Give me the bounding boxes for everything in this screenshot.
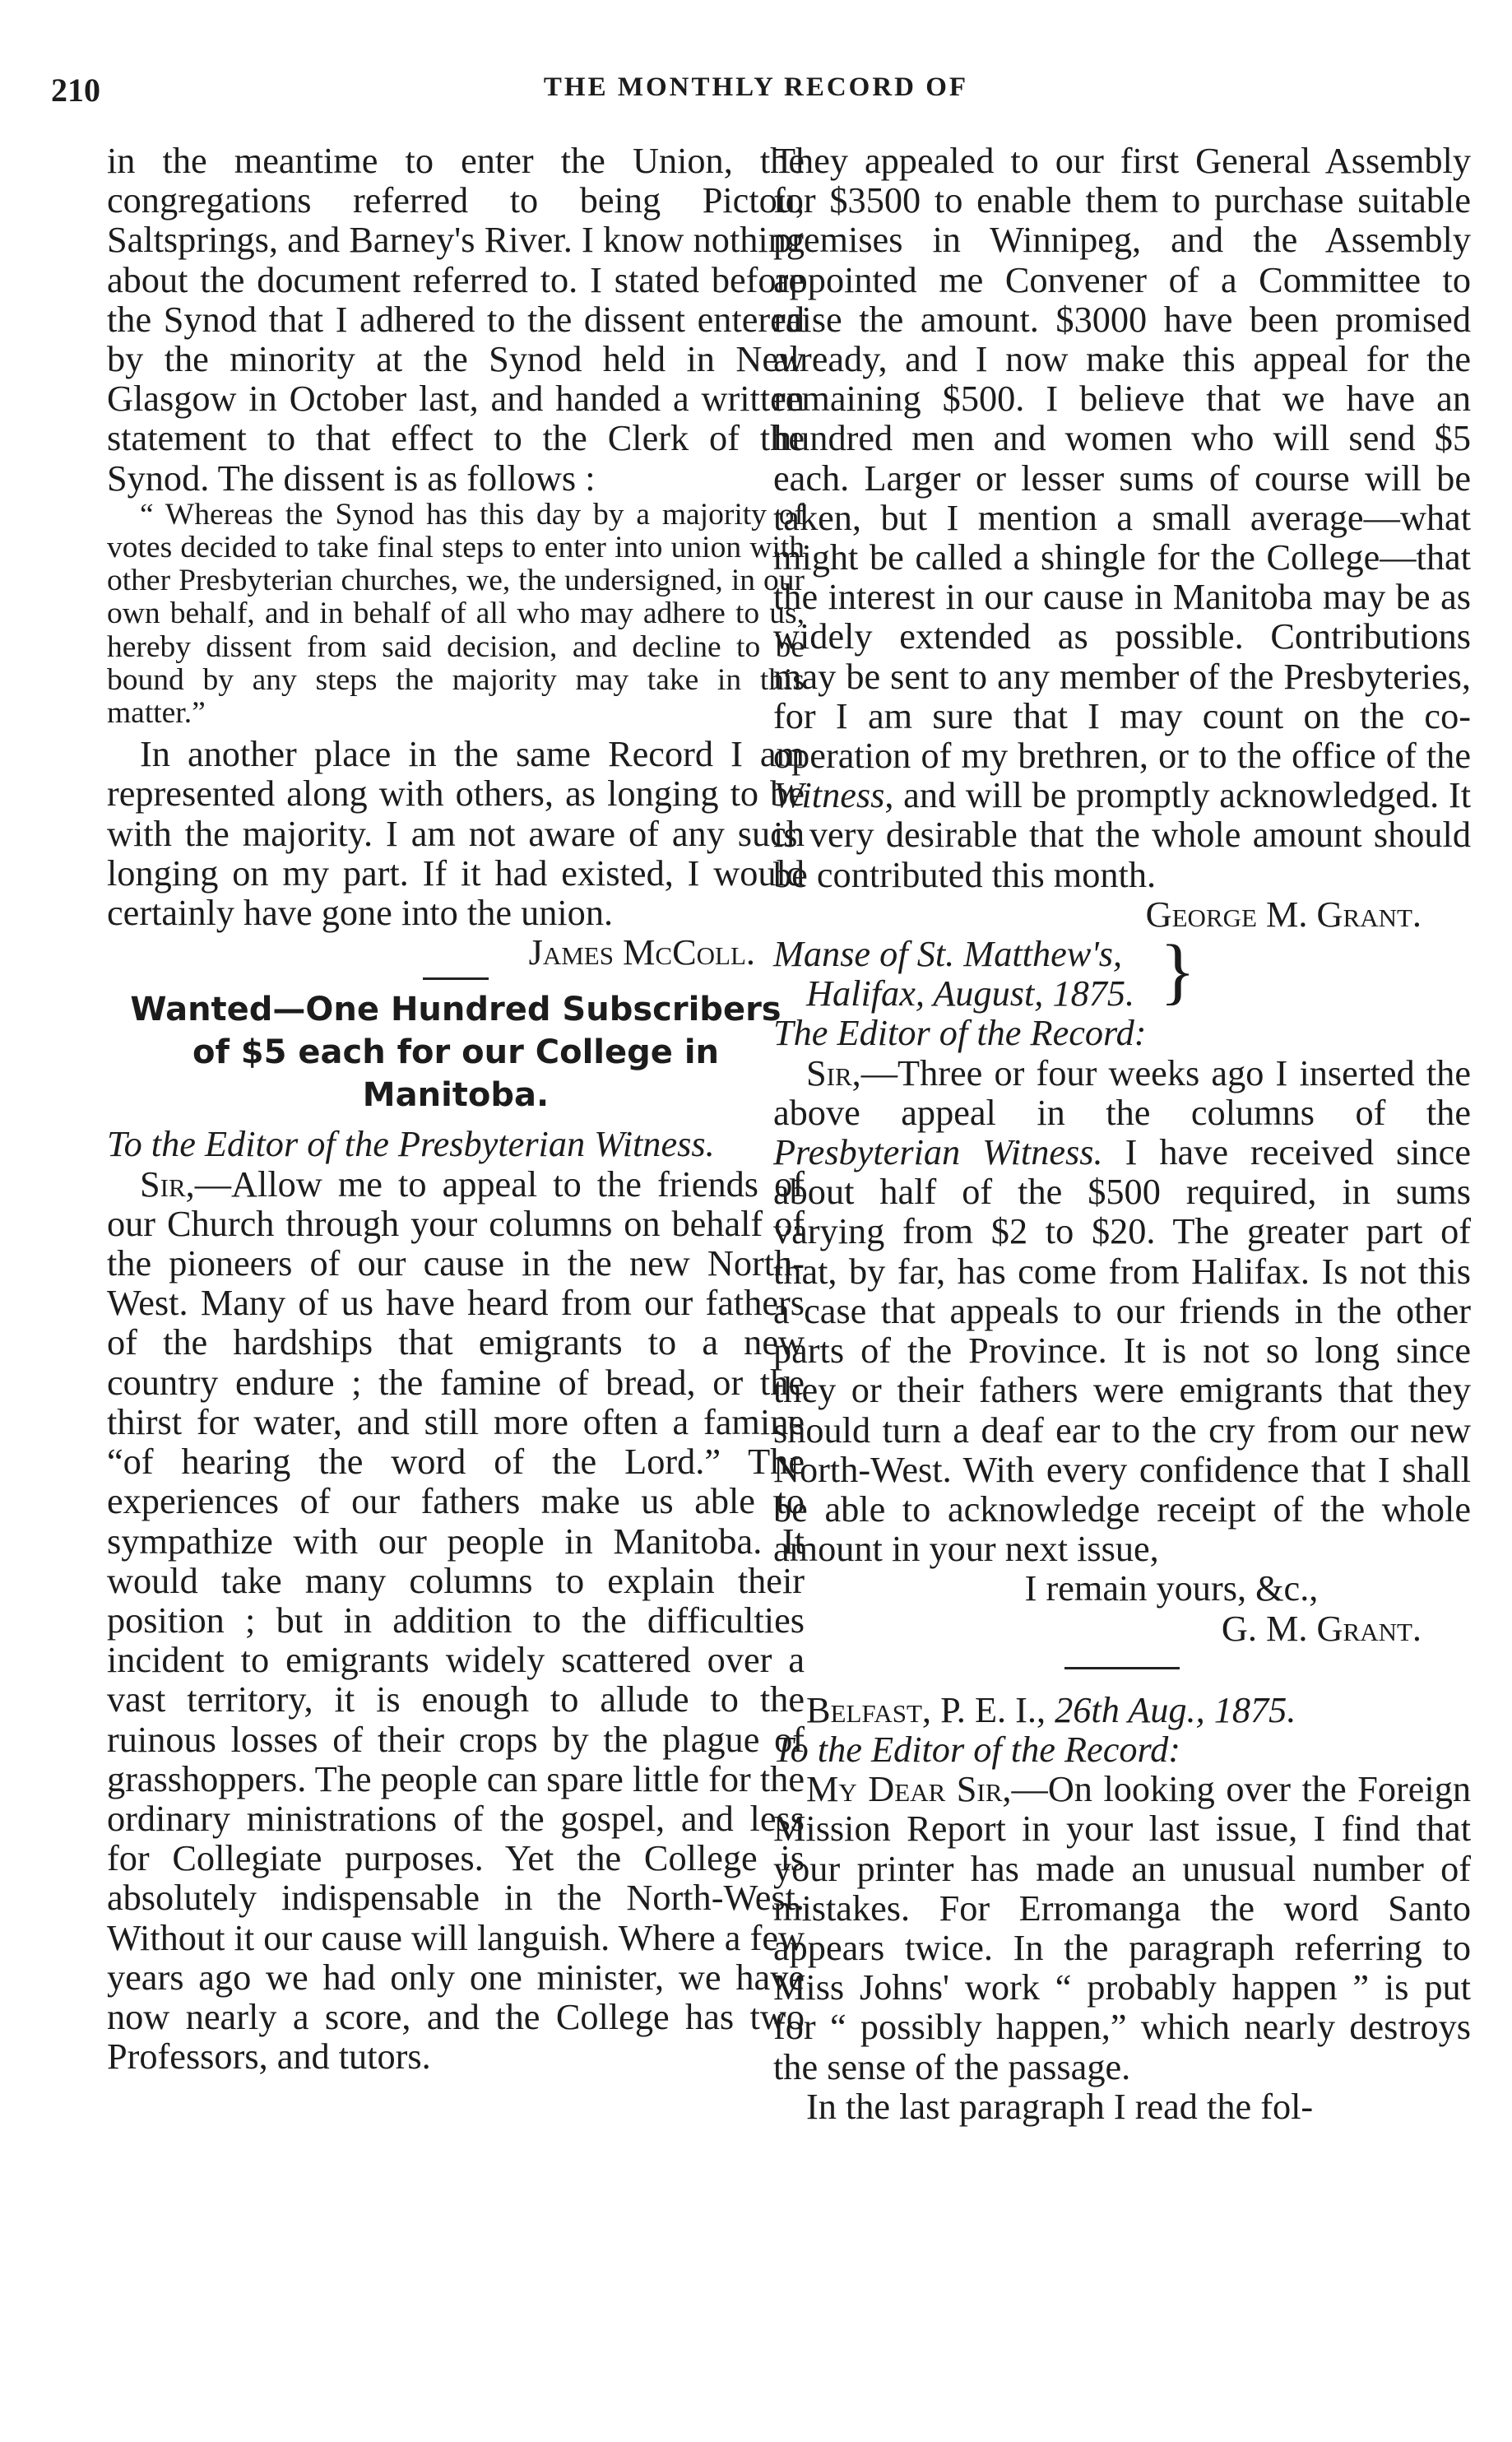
left-column [107, 142, 805, 2077]
letter3-text: —On looking over the Foreign Mission Report in your last issue, I find that your printer has made an unusual number of mistakes. For Erromanga the word Santo appears twice. In the paragraph referring to Miss Johns' work “ probably happen ” is put for “ possibly happen,” which nearly destroys the sense of the passage. [773, 1769, 1472, 2087]
letter2-italic: Presbyterian Witness. [773, 1132, 1103, 1173]
divider [423, 977, 489, 980]
dateline [773, 1691, 1471, 1730]
right-paragraph-1 [773, 142, 1471, 895]
divider-2 [1064, 1667, 1180, 1669]
right-column [773, 142, 1471, 2127]
page-header [51, 71, 1461, 117]
dissent-quote: “ Whereas the Synod has this day by a majority of votes decided to take final steps to enter into union with other Presbyterian churches, we, the undersigned, in our own behalf, and in behalf of all who may adhere to us, hereby dissent from said decision, and decline to be bound by any steps the majority may take in this matter.” [107, 497, 805, 731]
editor-address: To the Editor of the Presbyterian Witness. [107, 1124, 715, 1165]
place-block [773, 931, 1471, 1014]
salutation-2: Sir, [806, 1052, 861, 1093]
left-paragraph-1: in the meantime to enter the Union, the congregations referred to being Pictou, Saltsprings, and Barney's River. I know nothing about the document referred to. I stated before the Synod that I adhered to the dissent entered by the minority at the Synod held in New Glasgow in October last, and handed a written statement to that effect to the Clerk of the Synod. The dissent is as follows : [107, 141, 805, 499]
signature-grant-1: George M. Grant. [1145, 894, 1422, 935]
letter-body-3 [773, 1770, 1471, 2087]
record-editor-address-2: To the Editor of the Record: [773, 1729, 1181, 1770]
place-line-1: Manse of St. Matthew's, [773, 934, 1123, 975]
page-number: 210 [51, 72, 100, 109]
letter-text: —Allow me to appeal to the friends of our Church through your columns on behalf of the pioneers of our cause in the new North-West. Many of us have heard from our fathers of the hardships that emigrants to a new country endure ; the famine of bread, or the thirst for water, and still more often a famine “of hearing the word of the Lord.” The experiences of our fathers make us able to sympathize with our people in Manitoba. It would take many columns to explain their position ; but in addition to the difficulties incident to emigrants widely scattered over a vast territory, it is enough to allude to the ruinous losses of their crops by the plague of grasshoppers. The people can spare little for the ordinary ministrations of the gospel, and less for Collegiate purposes. Yet the College is absolutely indispensable in the North-West. Without it our cause will languish. Where a few years ago we had only one minister, we have now nearly a score, and the College has two Professors, and tutors. [107, 1163, 805, 2078]
appeal-text: They appealed to our first General Assembly for $3500 to enable them to purchase suitable premises in Winnipeg, and the Assembly appointed me Convener of a Committee to raise the amount. $3000 have been promised already, and I now make this appeal for the remaining $500. I believe that we have an hundred men and women who will send $5 each. Larger or lesser sums of course will be taken, but I mention a small average—what might be called a shingle for the College—that the interest in our cause in Manitoba may be as widely extended as possible. Contributions may be sent to any member of the Presbyteries, for I am sure that I may count on the co-operation of my brethren, or to the office of the [773, 141, 1471, 777]
dateline-place: Belfast, P. E. I., [806, 1689, 1055, 1730]
letter2-text-a: —Three or four weeks ago I inserted the above appeal in the columns of the [773, 1052, 1471, 1133]
signature-grant-2: G. M. Grant. [1221, 1608, 1422, 1649]
letter2-text-b: I have received since about half of the $500 required, in sums varying from $2 to $20. The greater part of that, by far, has come from Halifax. Is not this a case that appeals to our friends in the other parts of the Province. It is not so long since they or their fathers were emigrants that they should turn a deaf ear to the cry from our new North-West. With every confidence that I shall be able to acknowledge receipt of the whole amount in your next issue, [773, 1132, 1471, 1570]
brace-glyph: } [1160, 931, 1196, 1013]
left-paragraph-2: In another place in the same Record I am represented along with others, as longing to be with the majority. I am not aware of any such longing on my part. If it had existed, I would certainly have gone into the union. [107, 734, 805, 934]
letter3-continued: In the last paragraph I read the fol- [806, 2086, 1314, 2127]
salutation: Sir, [140, 1163, 195, 1205]
dateline-date: 26th Aug., 1875. [1055, 1689, 1296, 1730]
witness-italic: Witness [773, 775, 885, 816]
letter-body-1 [107, 1165, 805, 2078]
running-head: THE MONTHLY RECORD OF [543, 72, 969, 102]
closing-line: I remain yours, &c., [1024, 1568, 1319, 1609]
appeal-text-end: , and will be promptly acknowledged. It is very desirable that the whole amount should be contributed this month. [773, 775, 1471, 895]
record-editor-address: The Editor of the Record: [773, 1013, 1147, 1054]
signature-mccoll: James McColl. [528, 932, 755, 973]
salutation-3: My Dear Sir, [806, 1769, 1012, 1810]
article-heading: Wanted—One Hundred Subscribers of $5 each for our College in Manitoba. [130, 991, 782, 1115]
place-line-2: Halifax, August, 1875. [806, 973, 1135, 1014]
letter-body-2 [773, 1054, 1471, 1570]
